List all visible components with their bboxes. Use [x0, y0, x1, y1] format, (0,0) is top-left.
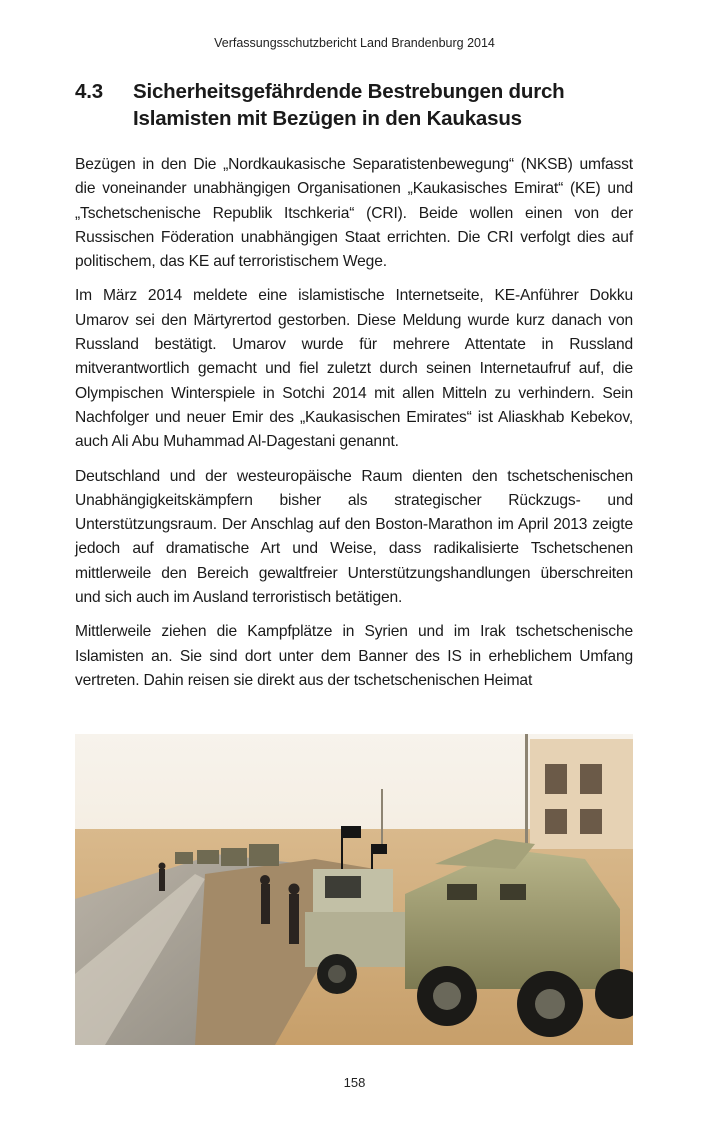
paragraph: Mittlerweile ziehen die Kampfplätze in Syrien und im Irak tschetschenische Islamisten an. Sie sind dort unter dem Banner des IS in erheblichem Umfang vertreten. Dahin reisen sie direkt aus der tschetschenischen Heimat: [75, 623, 633, 689]
convoy-photo: [75, 734, 633, 1045]
body-text: [75, 153, 633, 703]
section-number: 4.3: [75, 80, 103, 103]
section-heading: [75, 78, 635, 132]
section-title: Sicherheitsgefährdende Bestrebungen durch Islamisten mit Bezügen in den Kaukasus: [133, 80, 565, 130]
paragraph: Deutschland und der westeuropäische Raum dienten den tschetschenischen Unabhängigkeitskämpfern bisher als strategischer Rückzugs- und Unterstützungsraum. Der Anschlag auf den Boston-Marathon im April 2013 zeigte jedoch auf dramatische Art und Weise, dass radikalisierte Tschetschenen mittlerweile den Bereich gewaltfreier Unterstützungshandlungen überschreiten und sich auch im Ausland terroristisch betätigen.: [75, 467, 633, 607]
paragraph: Im März 2014 meldete eine islamistische Internetseite, KE-Anführer Dokku Umarov sei den Märtyrertod gestorben. Diese Meldung wurde kurz danach von Russland bestätigt. Umarov wurde für mehrere Attentate in Russland mitverantwortlich gemacht und fiel zuletzt durch seinen Internetaufruf auf, die Olympischen Winterspiele in Sotchi 2014 mit allen Mitteln zu verhindern. Sein Nachfolger und neuer Emir des „Kaukasischen Emirates“ ist Aliaskhab Kebekov, auch Ali Abu Muhammad Al-Dagestani genannt.: [75, 287, 633, 451]
running-header: Verfassungsschutzbericht Land Brandenburg 2014: [214, 36, 495, 50]
paragraph: Bezügen in den Die „Nordkaukasische Separatistenbewegung“ (NKSB) umfasst die voneinander unabhängigen Organisationen „Kaukasisches Emirat“ (KE) und „Tschetschenische Republik Itschkeria“ (CRI). Beide wollen einen von der Russischen Föderation unabhängigen Staat errichten. Die CRI verfolgt dies auf politischem, das KE auf terroristischem Wege.: [75, 156, 633, 271]
page-number: 158: [343, 1075, 366, 1090]
